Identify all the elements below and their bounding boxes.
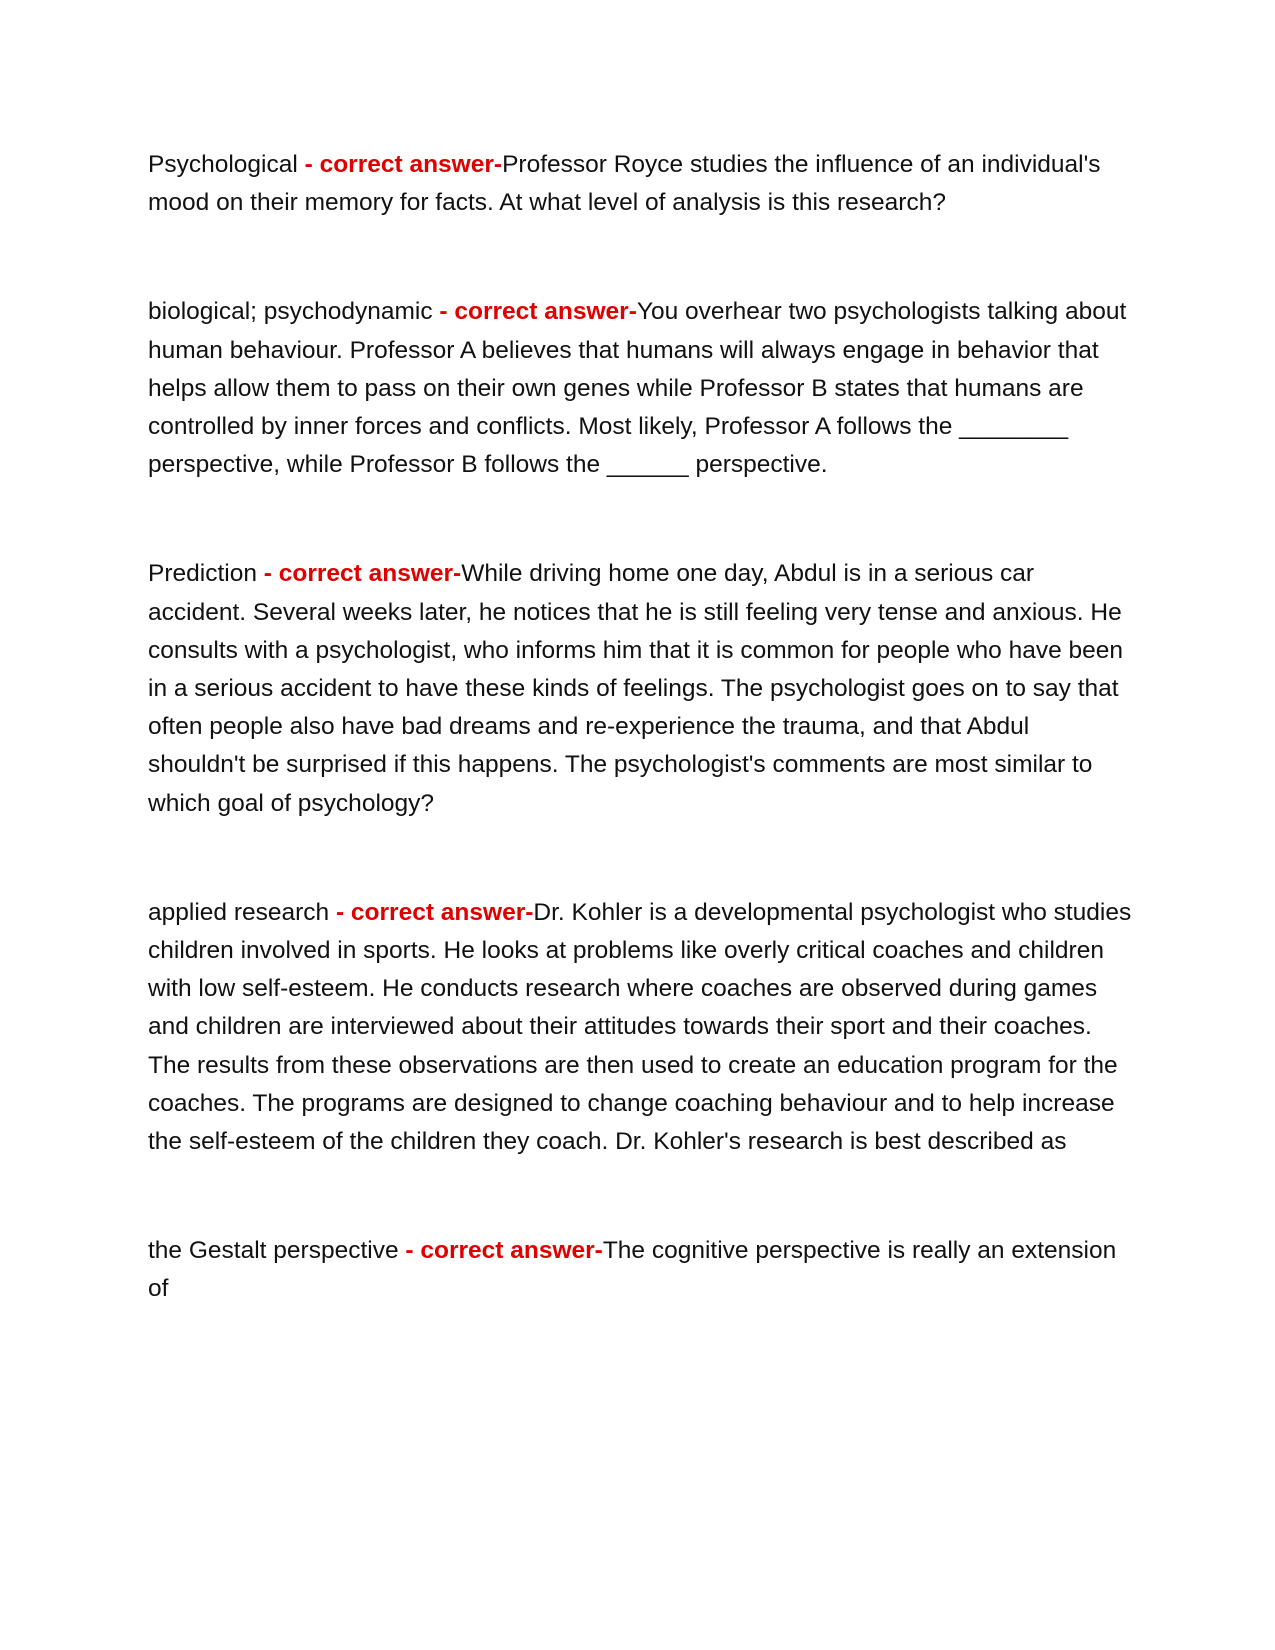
question-text: Dr. Kohler is a developmental psychologist who studies children involved in sports. He looks at problems like overly critical coaches and children with low self-esteem. He conducts research where coaches are observed during games and children are interviewed about their attitudes towards their sport and their coaches. The results from these observations are then used to create an education program for the coaches. The programs are designed to change coaching behaviour and to help increase the self-esteem of the children they coach. Dr. Kohler's research is best described as [148, 898, 1132, 1156]
flashcard-entry [148, 293, 1133, 484]
answer-text: Psychological [148, 151, 298, 178]
answer-text: Prediction [148, 560, 257, 588]
question-text: The cognitive perspective is really an extension of [148, 1237, 1117, 1303]
correct-answer-separator: - correct answer- [329, 898, 534, 926]
answer-text: biological; psychodynamic [148, 298, 433, 326]
question-text: Professor Royce studies the influence of an individual's mood on their memory for facts. At what level of analysis is this research? [148, 151, 1101, 217]
question-text: You overhear two psychologists talking about human behaviour. Professor A believes that humans will always engage in behavior that helps allow them to pass on their own genes while Professor B states that humans are controlled by inner forces and conflicts. Most likely, Professor A follows the ________ perspective, while Professor B follows the ______ perspective. [148, 298, 1127, 479]
correct-answer-separator: - correct answer- [398, 1237, 603, 1265]
flashcard-entry [148, 555, 1133, 822]
flashcard-entry [148, 146, 1133, 222]
flashcard-entry [148, 1232, 1133, 1308]
question-text: While driving home one day, Abdul is in a serious car accident. Several weeks later, he notices that he is still feeling very tense and anxious. He consults with a psychologist, who informs him that it is common for people who have been in a serious accident to have these kinds of feelings. The psychologist goes on to say that often people also have bad dreams and re-experience the trauma, and that Abdul shouldn't be surprised if this happens. The psychologist's comments are most similar to which goal of psychology? [148, 560, 1124, 817]
correct-answer-separator: - correct answer- [256, 560, 462, 588]
flashcard-entry [148, 894, 1133, 1161]
answer-text: applied research [148, 898, 330, 926]
correct-answer-separator: - correct answer- [297, 151, 503, 178]
flashcard-list [148, 146, 1133, 1309]
answer-text: the Gestalt perspective [148, 1237, 399, 1265]
correct-answer-separator: - correct answer- [432, 298, 637, 326]
